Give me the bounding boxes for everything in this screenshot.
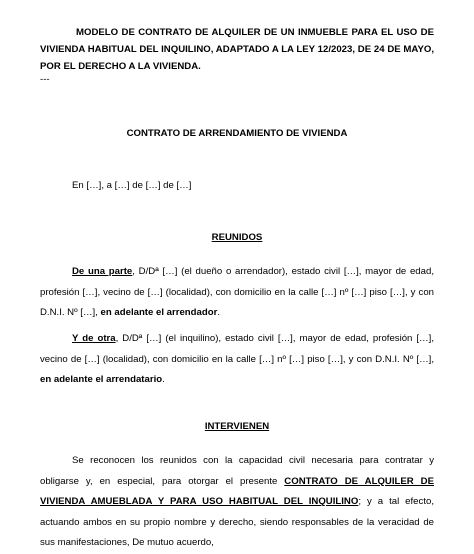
separator: --- [40, 74, 50, 85]
party-arrendatario-tail: en adelante el arrendatario [40, 374, 163, 385]
intervienen-heading: INTERVIENEN [204, 421, 270, 432]
party-arrendatario-end: . [162, 374, 165, 385]
contract-heading: CONTRATO DE ARRENDAMIENTO DE VIVIENDA [126, 128, 348, 139]
reunidos-heading-wrap [0, 231, 474, 245]
party-arrendador-text: , D/Dª […] (el dueño o arrendador), estado civil […], mayor de edad, profesión […], vecino de […] (localidad), con domicilio en la calle […] nº […] piso […], y con D.N.I. Nº […], [40, 266, 434, 318]
intervienen-contract-name: CONTRATO DE ALQUILER DE VIVIENDA AMUEBLADA Y PARA USO HABITUAL DEL INQUILINO [40, 475, 434, 507]
intervienen-paragraph [40, 451, 434, 554]
party-arrendador-end: . [217, 307, 220, 318]
document-title: MODELO DE CONTRATO DE ALQUILER DE UN INMUEBLE PARA EL USO DE VIVIENDA HABITUAL DEL INQUILINO, ADAPTADO A LA LEY 12/2023, DE 24 DE MAYO, POR EL DERECHO A LA VIVIENDA. [40, 27, 434, 72]
party-arrendador-paragraph [40, 262, 434, 324]
party-arrendatario-paragraph [40, 329, 434, 391]
party-arrendatario-text: , D/Dª […] (el inquilino), estado civil […], mayor de edad, profesión […], vecino de […] (localidad), con domicilio en la calle […] nº […] piso […], y con D.N.I. Nº […], [40, 333, 434, 365]
party-arrendador-tail: en adelante el arrendador [100, 307, 218, 318]
party-arrendatario-lead: Y de otra [72, 333, 116, 344]
date-line: En […], a […] de […] de […] [72, 180, 192, 191]
intervienen-text-1: Se reconocen los reunidos con la capacidad civil necesaria para contratar y obligarse y, en especial, para otorgar el presente [40, 455, 434, 487]
intervienen-heading-wrap [0, 420, 474, 434]
intervienen-text-2: ; y a tal efecto, actuando ambos en su propio nombre y derecho, siendo responsables de la veracidad de sus manifestaciones, De mutuo acuerdo, [40, 496, 434, 548]
party-arrendador-lead: De una parte [72, 266, 133, 277]
reunidos-heading: REUNIDOS [211, 232, 263, 243]
